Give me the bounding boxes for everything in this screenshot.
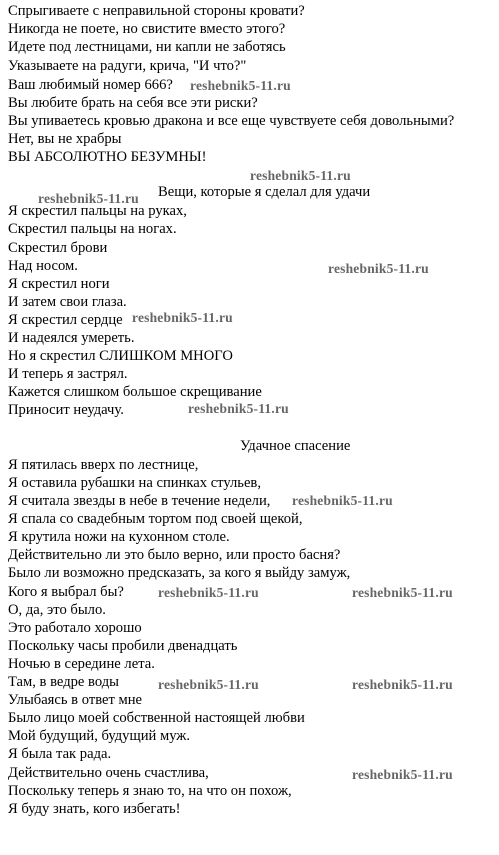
poem-line: Ваш любимый номер 666? <box>8 77 173 93</box>
watermark: reshebnik5-11.ru <box>132 310 233 325</box>
watermark: reshebnik5-11.ru <box>158 585 259 600</box>
poem-line: Я считала звезды в небе в течение недели, <box>8 493 271 509</box>
watermark: reshebnik5-11.ru <box>38 191 139 206</box>
watermark: reshebnik5-11.ru <box>292 493 393 508</box>
watermark: reshebnik5-11.ru <box>352 767 453 782</box>
watermark: reshebnik5-11.ru <box>352 585 453 600</box>
poem-line: Действительно ли это было верно, или просто басня? <box>8 547 341 563</box>
poem-line: Было лицо моей собственной настоящей любви <box>8 710 305 726</box>
poem-line: Я пятилась вверх по лестнице, <box>8 457 199 473</box>
poem-line: Над носом. <box>8 258 78 274</box>
poem-line: Скрестил пальцы на ногах. <box>8 221 177 237</box>
poem-line: Я буду знать, кого избегать! <box>8 801 181 817</box>
poem-line: Нет, вы не храбры <box>8 131 122 147</box>
poem-line: Я оставила рубашки на спинках стульев, <box>8 475 261 491</box>
poem-line: Указываете на радуги, крича, "И что?" <box>8 58 247 74</box>
poem-line: Скрестил брови <box>8 240 108 256</box>
poem-line: Поскольку теперь я знаю то, на что он похож, <box>8 783 292 799</box>
poem-line: И теперь я застрял. <box>8 366 128 382</box>
poem-line: Спрыгиваете с неправильной стороны кровати? <box>8 3 305 19</box>
poem-line: Ночью в середине лета. <box>8 656 155 672</box>
watermark: reshebnik5-11.ru <box>190 78 291 93</box>
poem-line: Там, в ведре воды <box>8 674 119 690</box>
poem-line: Я крутила ножи на кухонном столе. <box>8 529 230 545</box>
watermark: reshebnik5-11.ru <box>352 677 453 692</box>
watermark: reshebnik5-11.ru <box>328 261 429 276</box>
poem-line: Действительно очень счастлива, <box>8 765 209 781</box>
poem-line: Идете под лестницами, ни капли не заботясь <box>8 39 286 55</box>
poem-line: Я была так рада. <box>8 746 112 762</box>
poem-line: Это работало хорошо <box>8 620 142 636</box>
poem-line: Вы любите брать на себя все эти риски? <box>8 95 258 111</box>
poem-line: Улыбаясь в ответ мне <box>8 692 143 708</box>
poem-title: Вещи, которые я сделал для удачи <box>158 184 371 200</box>
poem-line: Я скрестил ноги <box>8 276 110 292</box>
poem-line: И надеялся умереть. <box>8 330 135 346</box>
watermark: reshebnik5-11.ru <box>250 168 351 183</box>
watermark: reshebnik5-11.ru <box>158 677 259 692</box>
poem-line: Никогда не поете, но свистите вместо этого? <box>8 21 286 37</box>
poem-line: Кого я выбрал бы? <box>8 584 124 600</box>
poem-line: Я скрестил пальцы на руках, <box>8 203 187 219</box>
poem-line: И затем свои глаза. <box>8 294 127 310</box>
watermark: reshebnik5-11.ru <box>188 401 289 416</box>
poem-line: Мой будущий, будущий муж. <box>8 728 191 744</box>
poem-line: Вы упиваетесь кровью дракона и все еще чувствуете себя довольными? <box>8 113 455 129</box>
poem-line: ВЫ АБСОЛЮТНО БЕЗУМНЫ! <box>8 149 207 165</box>
poem-line: О, да, это было. <box>8 602 106 618</box>
poem-title: Удачное спасение <box>240 438 351 454</box>
poem-line: Я скрестил сердце <box>8 312 123 328</box>
poem-line: Приносит неудачу. <box>8 402 124 418</box>
poem-line: Но я скрестил СЛИШКОМ МНОГО <box>8 348 233 364</box>
poem-line: Кажется слишком большое скрещивание <box>8 384 262 400</box>
poem-line: Я спала со свадебным тортом под своей щекой, <box>8 511 303 527</box>
poem-line: Поскольку часы пробили двенадцать <box>8 638 238 654</box>
poem-line: Было ли возможно предсказать, за кого я выйду замуж, <box>8 565 351 581</box>
